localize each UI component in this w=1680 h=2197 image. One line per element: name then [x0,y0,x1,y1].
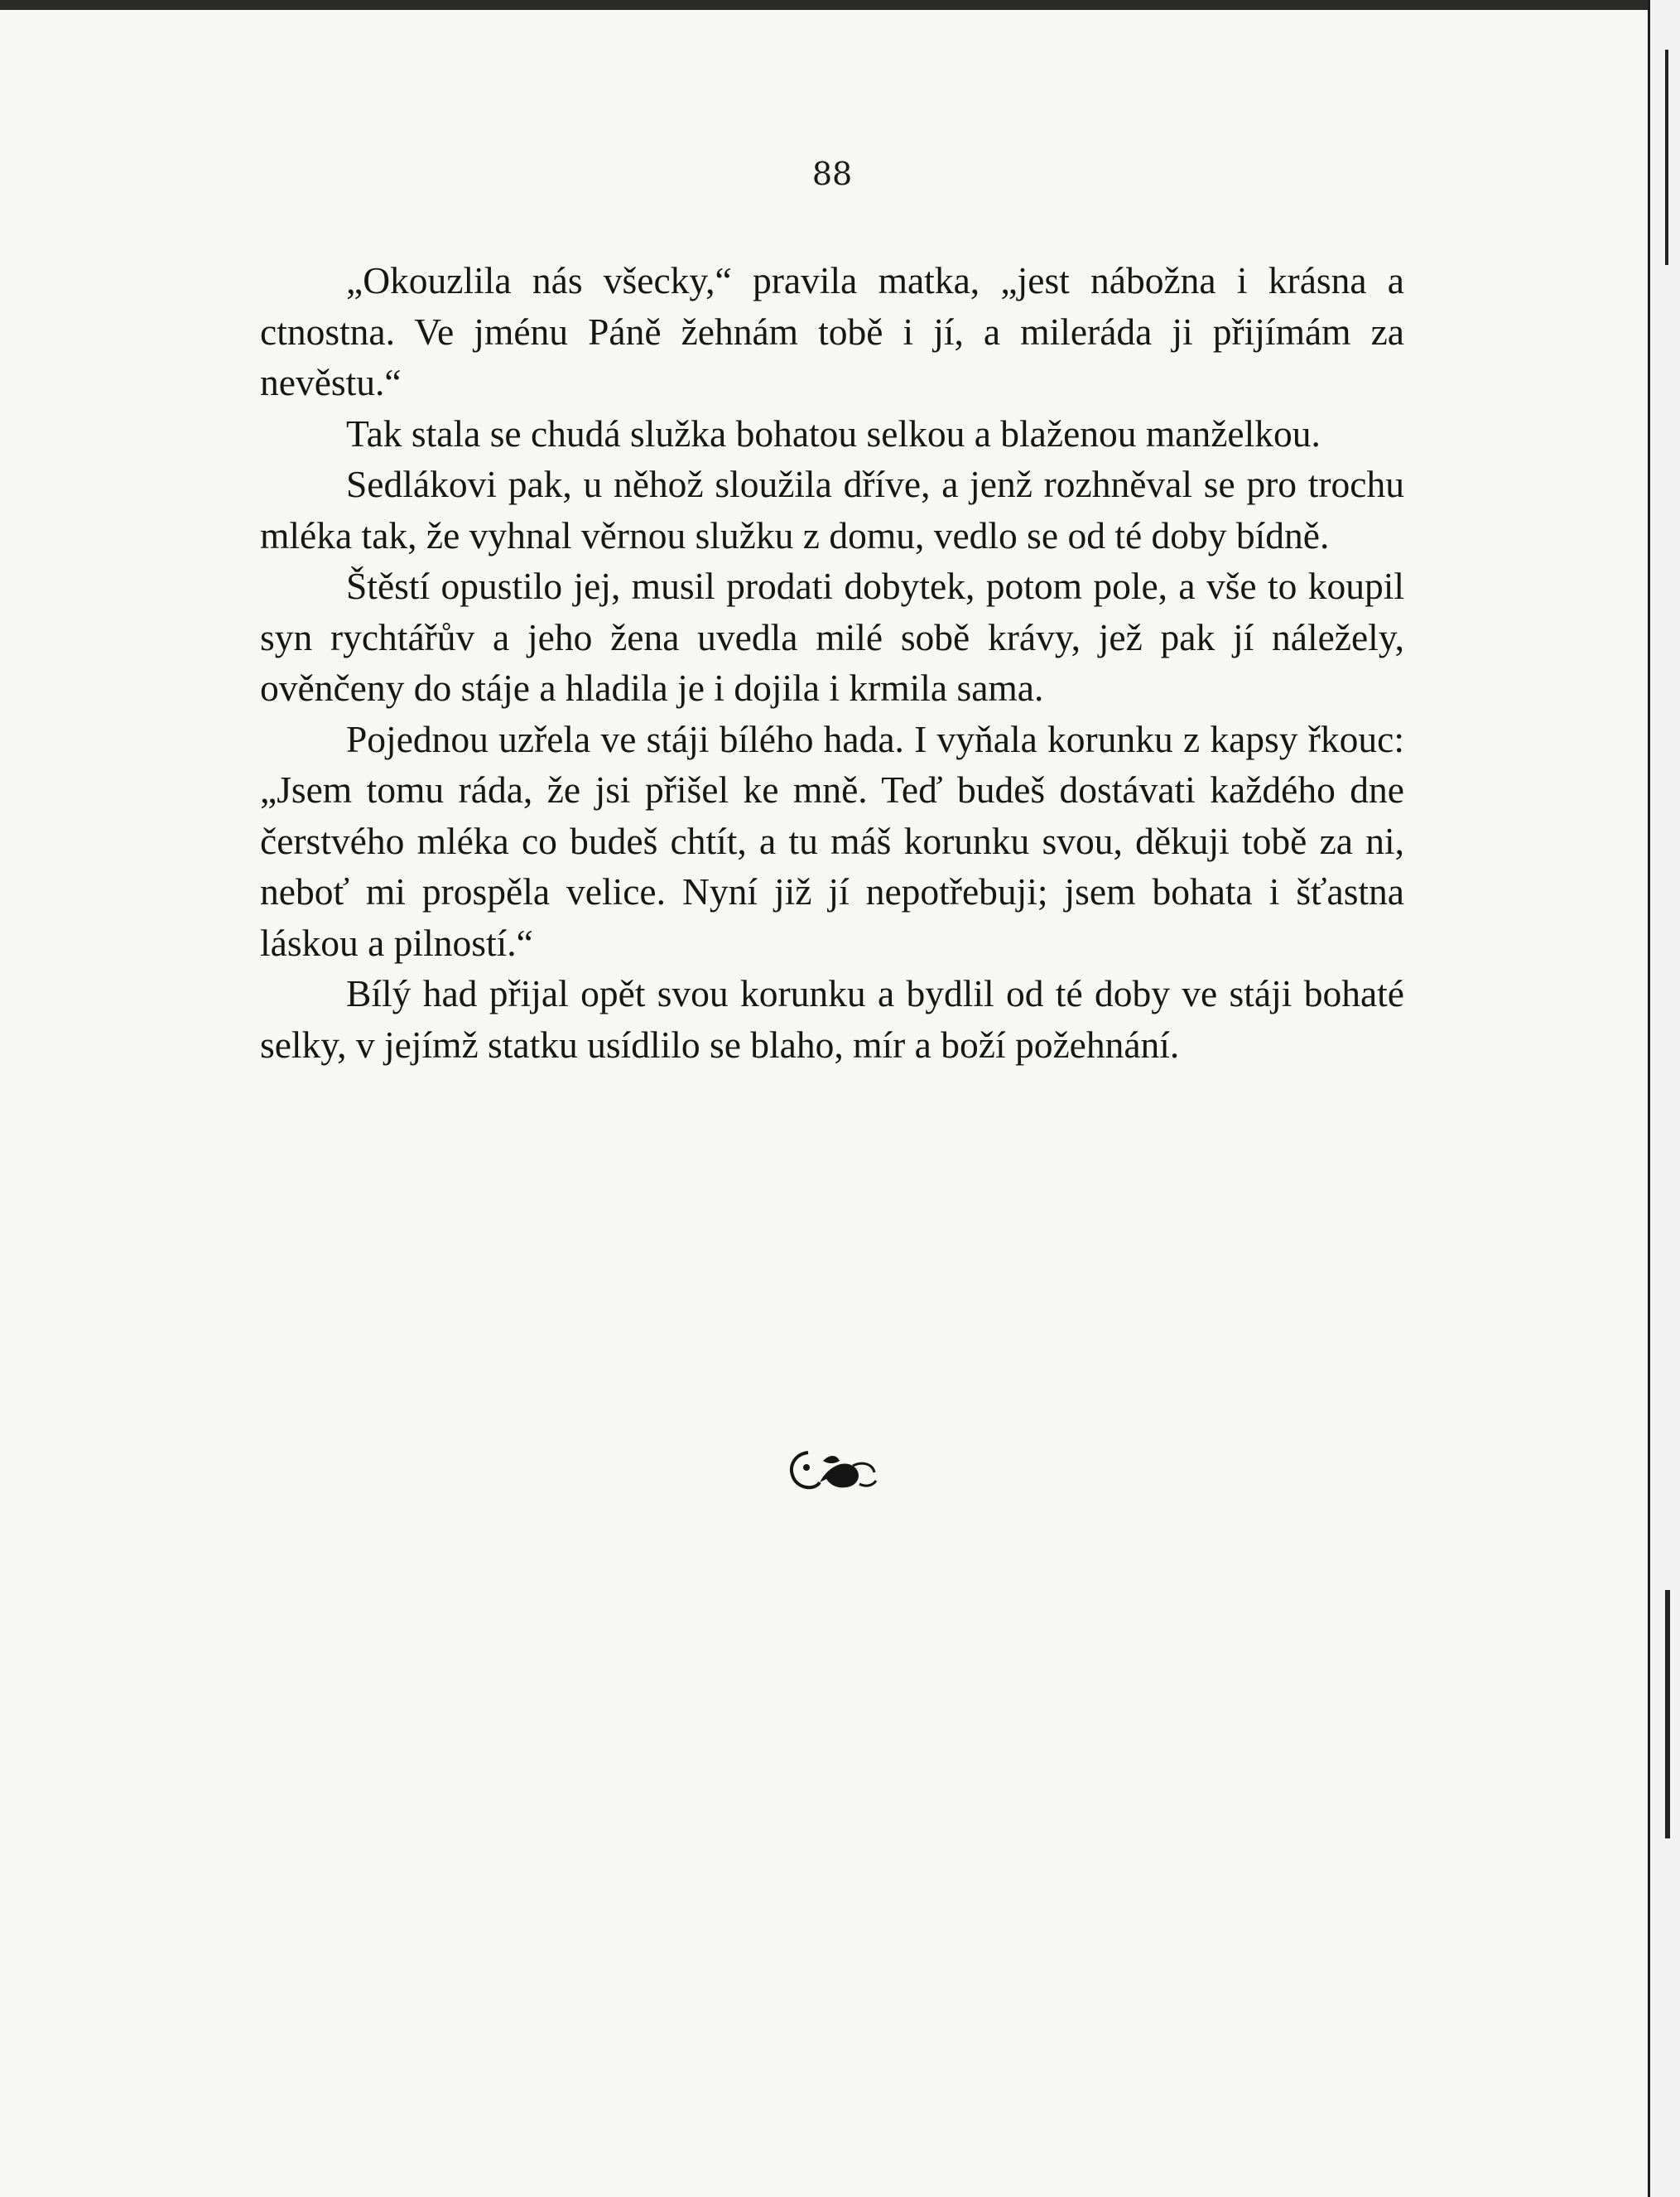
page-number: 88 [811,156,853,192]
paragraph-2: Tak stala se chudá služka bohatou selkou a blaženou manželkou. [346,412,1321,455]
binding-mark [1665,50,1668,265]
binding-mark [1665,1590,1670,1838]
paragraph-6: Bílý had přijal opět svou korunku a bydlil od té doby ve stáji bohaté selky, v jejímž statku usídlilo se blaho, mír a boží požehnání. [260,972,1404,1066]
scan-right-edge [1648,0,1680,2197]
paragraph-1: „Okouzlila nás všecky,“ pravila matka, „jest nábožna i krásna a ctnostna. Ve jménu Páně žehnám tobě i jí, a mileráda ji přijímám za nevěstu.“ [260,259,1404,403]
fleuron-ornament-icon [783,1436,879,1496]
scan-top-edge [0,0,1680,10]
paragraph-4: Štěstí opustilo jej, musil prodati dobytek, potom pole, a vše to koupil syn rychtářův a jeho žena uvedla milé sobě krávy, jež pak jí náležely, ověnčeny do stáje a hladila je i dojila i krmila sama. [260,565,1404,709]
paragraph-5: Pojednou uzřela ve stáji bílého hada. I vyňala korunku z kapsy řkouc: „Jsem tomu ráda, že jsi přišel ke mně. Teď budeš dostávati každého dne čerstvého mléka co budeš chtít, a tu máš korunku svou, děkuji tobě za ni, neboť mi prospěla velice. Nyní již jí nepotřebuji; jsem bohata i šťastna láskou a pilností.“ [260,717,1404,964]
paragraph-3: Sedlákovi pak, u něhož sloužila dříve, a jenž rozhněval se pro trochu mléka tak, že vyhnal věrnou služku z domu, vedlo se od té doby bídně. [260,463,1404,556]
body-text [260,255,1404,1070]
